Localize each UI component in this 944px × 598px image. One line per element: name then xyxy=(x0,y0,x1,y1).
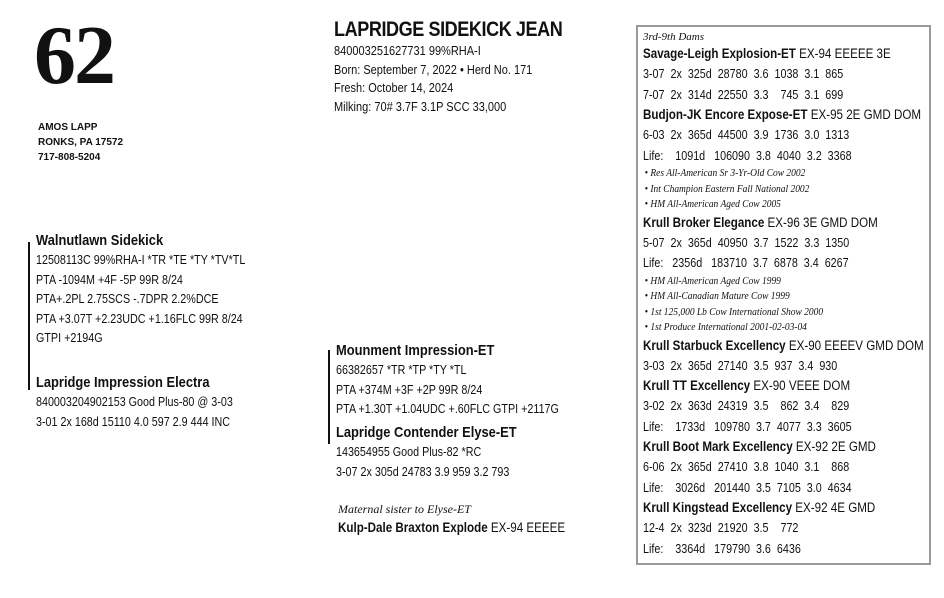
dam-line: 840003204902153 Good Plus-80 @ 3-03 xyxy=(36,395,233,409)
dam-record: 6-03 2x 365d 44500 3.9 1736 3.0 1313 xyxy=(643,128,850,142)
dam-entry-name: Savage-Leigh Explosion-ET xyxy=(643,46,796,61)
dam-record: 6-06 2x 365d 27410 3.8 1040 3.1 868 xyxy=(643,460,850,474)
maternal-grandsire-line: 66382657 *TR *TP *TY *TL xyxy=(336,363,467,377)
dam-record: 3-03 2x 365d 27140 3.5 937 3.4 930 xyxy=(643,358,838,373)
maternal-grandsire-name: Mounment Impression-ET xyxy=(336,342,495,359)
dam-entry-score: EX-90 EEEEV GMD DOM xyxy=(785,337,924,353)
dam-record: 7-07 2x 314d 22550 3.3 745 3.1 699 xyxy=(643,87,844,102)
maternal-granddam-line: 3-07 2x 305d 24783 3.9 959 3.2 793 xyxy=(336,464,510,479)
dam-record: 3-07 2x 325d 28780 3.6 1038 3.1 865 xyxy=(643,67,844,81)
animal-fresh: Fresh: October 14, 2024 xyxy=(334,81,454,95)
dam-entry-name: Budjon-JK Encore Expose-ET xyxy=(643,107,808,122)
sire-line: PTA -1094M +4F -5P 99R 8/24 xyxy=(36,272,183,287)
sister-cow xyxy=(338,520,565,535)
dam-entry-score: EX-92 2E GMD xyxy=(792,439,876,454)
dam-entry xyxy=(643,105,922,125)
dam-entry-name: Krull Broker Elegance xyxy=(643,214,765,230)
sire-line: PTA+.2PL 2.75SCS -.7DPR 2.2%DCE xyxy=(36,292,219,306)
sister-note-label: Maternal sister to Elyse-ET xyxy=(338,502,471,516)
dam-honor: • 1st 125,000 Lb Cow International Show 2000 xyxy=(643,305,889,321)
consignor-phone: 717-808-5204 xyxy=(38,152,101,163)
dam-entry-score: EX-90 VEEE DOM xyxy=(750,378,851,393)
sister-cow-score: EX-94 EEEEE xyxy=(487,520,566,535)
animal-id: 840003251627731 99%RHA-I xyxy=(334,44,481,58)
dam-record: 3-02 2x 363d 24319 3.5 862 3.4 829 xyxy=(643,399,850,413)
sister-cow-name: Kulp-Dale Braxton Explode xyxy=(338,520,488,535)
sire-line: PTA +3.07T +2.23UDC +1.16FLC 99R 8/24 xyxy=(36,311,243,326)
dam-record: Life: 3026d 201440 3.5 7105 3.0 4634 xyxy=(643,480,852,495)
dam-name: Lapridge Impression Electra xyxy=(36,374,210,391)
sister-note-block xyxy=(338,502,602,535)
dam-entry-score: EX-92 4E GMD xyxy=(792,500,876,515)
animal-born: Born: September 7, 2022 • Herd No. 171 xyxy=(334,62,533,77)
consignor-block xyxy=(38,120,123,165)
sire-line: GTPI +2194G xyxy=(36,331,103,345)
dam-record: 5-07 2x 365d 40950 3.7 1522 3.3 1350 xyxy=(643,235,850,250)
dam-record: Life: 3364d 179790 3.6 6436 xyxy=(643,541,801,556)
dam-entry-name: Krull Kingstead Excellency xyxy=(643,500,793,515)
dams-heading: 3rd-9th Dams xyxy=(643,31,705,43)
dam-entry-name: Krull TT Excellency xyxy=(643,378,751,393)
sire-block xyxy=(36,231,245,349)
dam-honor: • HM All-American Aged Cow 2005 xyxy=(643,197,889,213)
dam-entry-score: EX-95 2E GMD DOM xyxy=(807,107,922,122)
maternal-grandsire-block xyxy=(336,341,559,420)
dam-block xyxy=(36,373,233,432)
dam-record: Life: 1733d 109780 3.7 4077 3.3 3605 xyxy=(643,419,852,434)
dam-entry-score: EX-96 3E GMD DOM xyxy=(764,214,878,230)
dam-line: 3-01 2x 168d 15110 4.0 597 2.9 444 INC xyxy=(36,414,231,429)
animal-header xyxy=(334,18,600,116)
dam-entry xyxy=(643,376,889,396)
pedigree-bracket-right xyxy=(328,350,330,444)
pedigree-bracket-left xyxy=(28,242,30,390)
dam-entry xyxy=(643,213,889,233)
dam-record: Life: 2356d 183710 3.7 6878 3.4 6267 xyxy=(643,256,849,270)
dam-entry xyxy=(643,498,889,518)
dams-list xyxy=(643,44,924,559)
dam-entry xyxy=(643,437,889,457)
dam-record: Life: 1091d 106090 3.8 4040 3.2 3368 xyxy=(643,148,852,163)
dam-entry-score: EX-94 EEEEE 3E xyxy=(795,46,891,61)
maternal-grandsire-line: PTA +374M +3F +2P 99R 8/24 xyxy=(336,382,483,397)
dam-record: 12-4 2x 323d 21920 3.5 772 xyxy=(643,521,799,535)
dam-honor: • 1st Produce International 2001-02-03-04 xyxy=(643,320,889,336)
consignor-name: AMOS LAPP xyxy=(38,122,98,133)
dam-honor: • Res All-American Sr 3-Yr-Old Cow 2002 xyxy=(643,166,889,182)
sire-line: 12508113C 99%RHA-I *TR *TE *TY *TV*TL xyxy=(36,253,246,267)
dam-entry-name: Krull Starbuck Excellency xyxy=(643,337,786,353)
maternal-grandsire-line: PTA +1.30T +1.04UDC +.60FLC GTPI +2117G xyxy=(336,402,559,416)
animal-milking: Milking: 70# 3.7F 3.1P SCC 33,000 xyxy=(334,99,507,114)
maternal-granddam-line: 143654955 Good Plus-82 *RC xyxy=(336,445,482,459)
sire-name: Walnutlawn Sidekick xyxy=(36,232,164,249)
maternal-granddam-block xyxy=(336,423,517,482)
animal-name: LAPRIDGE SIDEKICK JEAN xyxy=(334,18,563,41)
dams-box xyxy=(636,25,931,565)
dam-honor: • HM All-Canadian Mature Cow 1999 xyxy=(643,289,889,305)
dam-entry xyxy=(643,44,889,64)
dam-entry-name: Krull Boot Mark Excellency xyxy=(643,439,793,454)
maternal-granddam-name: Lapridge Contender Elyse-ET xyxy=(336,424,517,441)
dam-entry xyxy=(643,336,924,356)
dam-honor: • Int Champion Eastern Fall National 2002 xyxy=(643,182,889,198)
consignor-location: RONKS, PA 17572 xyxy=(38,137,124,148)
dam-honor: • HM All-American Aged Cow 1999 xyxy=(643,274,889,290)
lot-number: 62 xyxy=(34,9,114,102)
